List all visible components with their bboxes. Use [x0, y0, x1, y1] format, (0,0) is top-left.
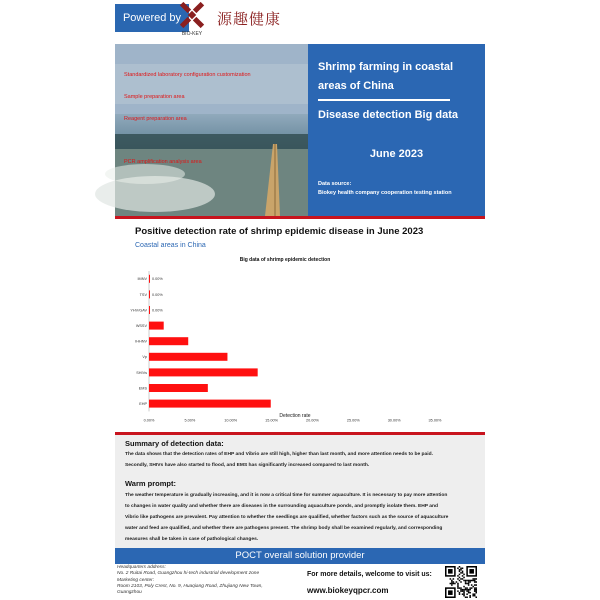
hq-address-label: Headquarters address:: [117, 565, 166, 570]
photo-label-reagent: Reagent preparation area: [124, 116, 187, 122]
data-source-value: Biokey health company cooperation testing station: [318, 190, 452, 196]
bar-yhv-gav: [149, 306, 150, 314]
biokey-logo-icon: [177, 0, 207, 30]
warm-prompt-heading: Warm prompt:: [125, 479, 176, 488]
data-source-label: Data source:: [318, 181, 352, 187]
x-tick-label: 15.00%: [265, 418, 279, 423]
category-label-ems: EMS: [138, 386, 147, 391]
summary-section: [115, 435, 485, 548]
x-tick-label: 30.00%: [387, 418, 401, 423]
x-tick-label: 5.00%: [184, 418, 196, 423]
x-tick-label: 10.00%: [224, 418, 238, 423]
warm-prompt-line-1: The weather temperature is gradually increasing, and it is now a critical time for summer aquaculture. It is necessary to pay more attention: [125, 493, 448, 498]
category-label-yhv-gav: YHV/GAV: [130, 308, 147, 313]
warm-prompt-line-5: measures shall be taken in case of pathological changes.: [125, 537, 259, 542]
hero-banner: [115, 44, 485, 216]
category-label-shivs: SHIVs: [136, 370, 147, 375]
warm-prompt-line-2: to changes in water quality and whether there are diseases in the surrounding aquaculture ponds, and promptly isolate them. EHP and: [125, 504, 438, 509]
bar-ihhnv: [149, 337, 188, 345]
value-label-tsv: 0.00%: [152, 292, 163, 297]
bar-ehp: [149, 400, 271, 408]
bar-tsv: [149, 290, 150, 298]
chart-x-axis-label: Detection rate: [279, 413, 311, 419]
logo-subtext: BIO-KEY: [181, 31, 203, 37]
hero-subtitle: Disease detection Big data: [318, 109, 458, 121]
bar-imnv: [149, 275, 150, 283]
photo-label-lab: Standardized laboratory configuration customization: [124, 72, 251, 78]
warm-prompt-line-3: Vibrio like pathogens are prevalent. Pay attention to whether the seedlings are qualified, whether factors such as the source of aquaculture: [125, 515, 449, 520]
category-label-ehp: EHP: [139, 402, 147, 406]
value-label-imnv: 0.00%: [152, 277, 163, 282]
website-link[interactable]: www.biokeyqpcr.com: [307, 586, 389, 595]
bar-shivs: [149, 368, 258, 376]
x-tick-label: 20.00%: [305, 418, 319, 423]
summary-line-2: Secondly, SHIVs have also started to flood, and EMS has significantly increased compared to last month.: [125, 463, 370, 468]
visit-us-text: For more details, welcome to visit us:: [307, 571, 432, 578]
logo-chinese-name: 源趣健康: [217, 10, 282, 28]
summary-line-1: The data shows that the detection rates of EHP and Vibrio are still high, higher than last month, and more attention needs to be paid.: [125, 452, 433, 457]
marketing-center-label: Marketing center:: [117, 578, 155, 583]
marketing-center-city: Guangzhou: [117, 590, 142, 595]
hq-address-value: No. 2 Ruitai Road, Guangzhou hi-tech industrial development zone: [117, 571, 260, 576]
hero-date: June 2023: [369, 148, 424, 160]
category-label-ihhnv: IHHNV: [135, 339, 147, 344]
powered-by-badge: Powered by: [115, 4, 189, 32]
category-label-imnv: IMNV: [137, 277, 147, 282]
bar-vp: [149, 353, 227, 361]
chart-title: Big data of shrimp epidemic detection: [239, 257, 331, 263]
hero-title: Shrimp farming in coastal areas of China: [318, 61, 454, 92]
chart-heading: Positive detection rate of shrimp epidemic disease in June 2023: [135, 226, 424, 237]
summary-heading: Summary of detection data:: [125, 439, 224, 448]
x-tick-label: 35.00%: [428, 418, 442, 423]
hero-divider: [318, 99, 450, 101]
warm-prompt-line-4: water and feed are qualified, and whether there are pathogens present. The shrimp body shall be examined regularly, and corresponding: [125, 526, 443, 531]
poster: [115, 0, 485, 600]
shrimp-farm-photo: [115, 44, 308, 216]
photo-label-sample: Sample preparation area: [124, 94, 185, 100]
x-tick-label: 25.00%: [346, 418, 360, 423]
marketing-center-value: Room 2103, Poly Crest, No. 9, Huaqiang Road, Zhujiang New Town,: [117, 584, 263, 589]
chart-subheading: Coastal areas in China: [135, 242, 206, 249]
footer: [115, 564, 485, 600]
x-tick-label: 0.00%: [143, 418, 155, 423]
category-label-tsv: TSV: [139, 292, 147, 297]
category-label-wssv: WSSV: [135, 324, 147, 328]
bar-wssv: [149, 322, 164, 330]
photo-label-pcr: PCR amplification analysis area: [124, 159, 202, 165]
bar-ems: [149, 384, 208, 392]
qr-code-icon[interactable]: [445, 566, 477, 598]
detection-bar-chart: [130, 253, 471, 429]
chart-section: [115, 219, 485, 435]
photo-scene: [115, 44, 308, 216]
hero-info-panel: [308, 44, 485, 216]
category-label-vp: Vp: [142, 355, 147, 360]
value-label-yhv-gav: 0.00%: [152, 308, 163, 313]
poct-banner: POCT overall solution provider: [115, 548, 485, 564]
